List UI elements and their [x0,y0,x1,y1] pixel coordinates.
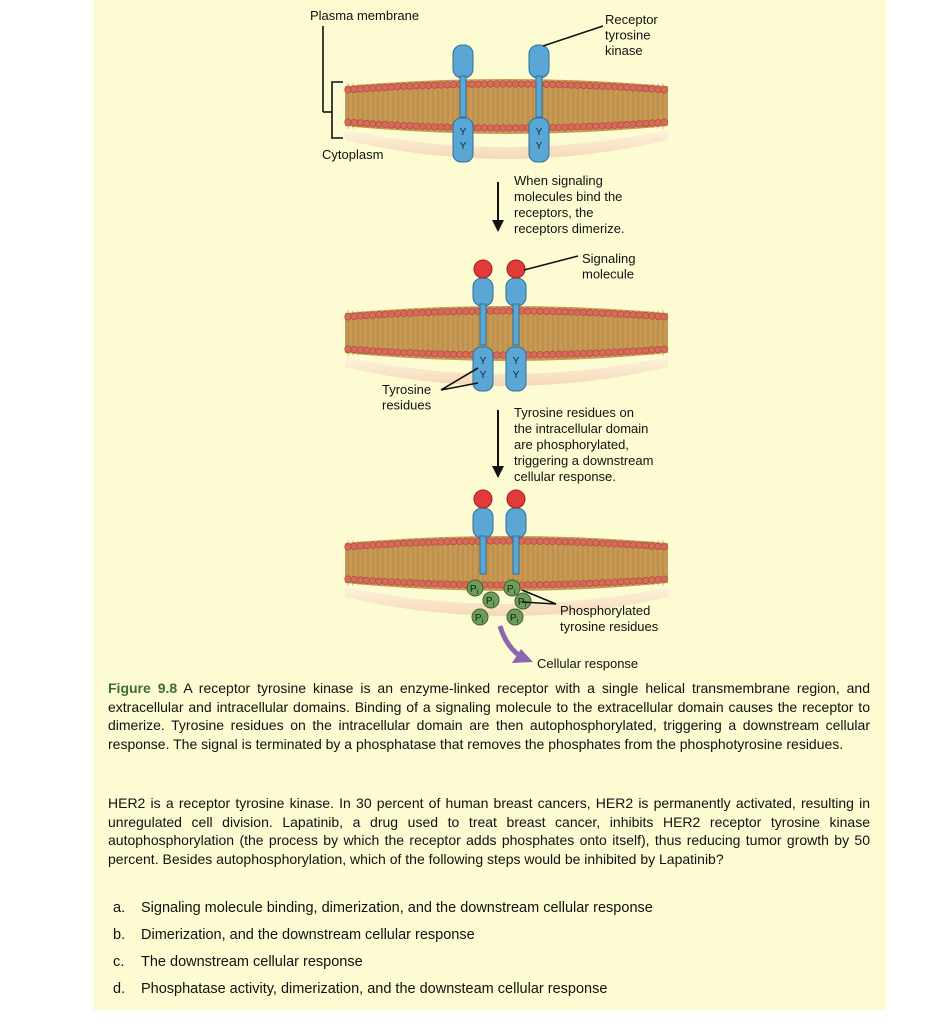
transmembrane-region [513,304,519,345]
tyrosine-residue: Y [535,127,543,138]
transmembrane-region [513,536,519,574]
option-text: Dimerization, and the downstream cellular response [141,927,475,943]
caption-text: A receptor tyrosine kinase is an enzyme-linked receptor with a single helical transmembrane region, and extracellular and intracellular domains. Binding of a signaling molecule to the extracellular domain causes the receptor to dimerize. Tyrosine residues on the intracellular domain are then autophosphorylated, triggering a downstream cellular response. The signal is terminated by a phosphatase that removes the phosphates from the phosphotyrosine residues. [108,680,870,752]
svg-text:Pi: $P_i$ [517,597,527,609]
figure-label: Figure 9.8 [108,680,178,696]
option-a[interactable] [113,898,653,925]
extracellular-domain [473,278,493,306]
option-c[interactable] [113,952,653,979]
cytoplasm-shading [345,130,668,159]
signaling-molecule [474,490,492,508]
tyrosine-residue: Y [459,141,467,152]
receptor-pointer-line [543,26,603,46]
option-d[interactable] [113,979,653,1006]
option-letter: a. [113,900,126,916]
svg-text:Pi: $P_i$ [469,584,479,596]
phosphate-group [507,609,523,625]
svg-text:Pi: $P_i$ [474,613,484,625]
phosphate-group [472,609,488,625]
extracellular-domain [529,45,549,78]
tyrosine-residue: Y [479,356,487,367]
signaling-molecule-pointer-line [524,256,578,270]
option-letter: b. [113,927,126,943]
extracellular-domain [453,45,473,78]
transmembrane-region [480,536,486,574]
phosphate-group [467,580,483,596]
extracellular-domain [473,508,493,538]
signaling-molecule [474,260,492,278]
option-b[interactable] [113,925,653,952]
svg-text:Pi: $P_i$ [485,596,495,608]
tyrosine-residue: Y [535,141,543,152]
svg-text:Pi: $P_i$ [506,584,516,596]
lipid-bilayer-1 [345,79,668,159]
phosphate-group [515,593,531,609]
phosphate-group [504,580,520,596]
membrane-bracket [323,26,343,138]
signaling-molecule-label: Signaling molecule [582,251,636,282]
intracellular-domain [453,118,473,162]
question-text: HER2 is a receptor tyrosine kinase. In 30 percent of human breast cancers, HER2 is permanently activated, resulting in unregulated cell division. Lapatinib, a drug used to treat breast cancer, inhibits HER2 receptor tyrosine kinase autophosphorylation (the process by which the receptor adds phosphates onto itself), thus reducing tumor growth by 50 percent. Besides autophosphorylation, which of the following steps would be inhibited by Lapatinib? [108,795,870,867]
option-text: The downstream cellular response [141,954,363,970]
option-text: Phosphatase activity, dimerization, and the downsteam cellular response [141,981,608,997]
option-text: Signaling molecule binding, dimerization, and the downstream cellular response [141,900,653,916]
tyrosine-residue: Y [459,127,467,138]
cellular-response-label: Cellular response [537,656,639,671]
receptor-label: Receptor tyrosine kinase [605,12,658,58]
signaling-molecule [507,490,525,508]
extracellular-domain [506,508,526,538]
cellular-response-arrow [500,626,520,656]
option-letter: d. [113,981,126,997]
step2-label: Tyrosine residues on the intracellular domain are phosphorylated, triggering a downstream cellular response. [514,405,654,484]
intracellular-domain [529,118,549,162]
step1-label: When signaling molecules bind the receptors, the receptors dimerize. [514,173,625,236]
transmembrane-region [460,76,466,117]
tyrosine-residue: Y [479,370,487,381]
answer-options [113,898,653,1006]
phosphorylated-label: Phosphorylated tyrosine residues [560,603,659,634]
tyrosine-residue: Y [512,356,520,367]
phosphate-group [483,592,499,608]
transmembrane-region [480,304,486,345]
cytoplasm-label: Cytoplasm [322,147,384,162]
transmembrane-region [536,76,542,117]
extracellular-domain [506,278,526,306]
intracellular-domain [506,347,526,391]
svg-text:Pi: $P_i$ [509,613,519,625]
signaling-molecule [507,260,525,278]
figure-caption [108,679,870,753]
plasma-membrane-label: Plasma membrane [310,8,420,23]
tyrosine-residues-label: Tyrosine residues [382,382,432,413]
tyrosine-residue: Y [512,370,520,381]
option-letter: c. [113,954,125,970]
